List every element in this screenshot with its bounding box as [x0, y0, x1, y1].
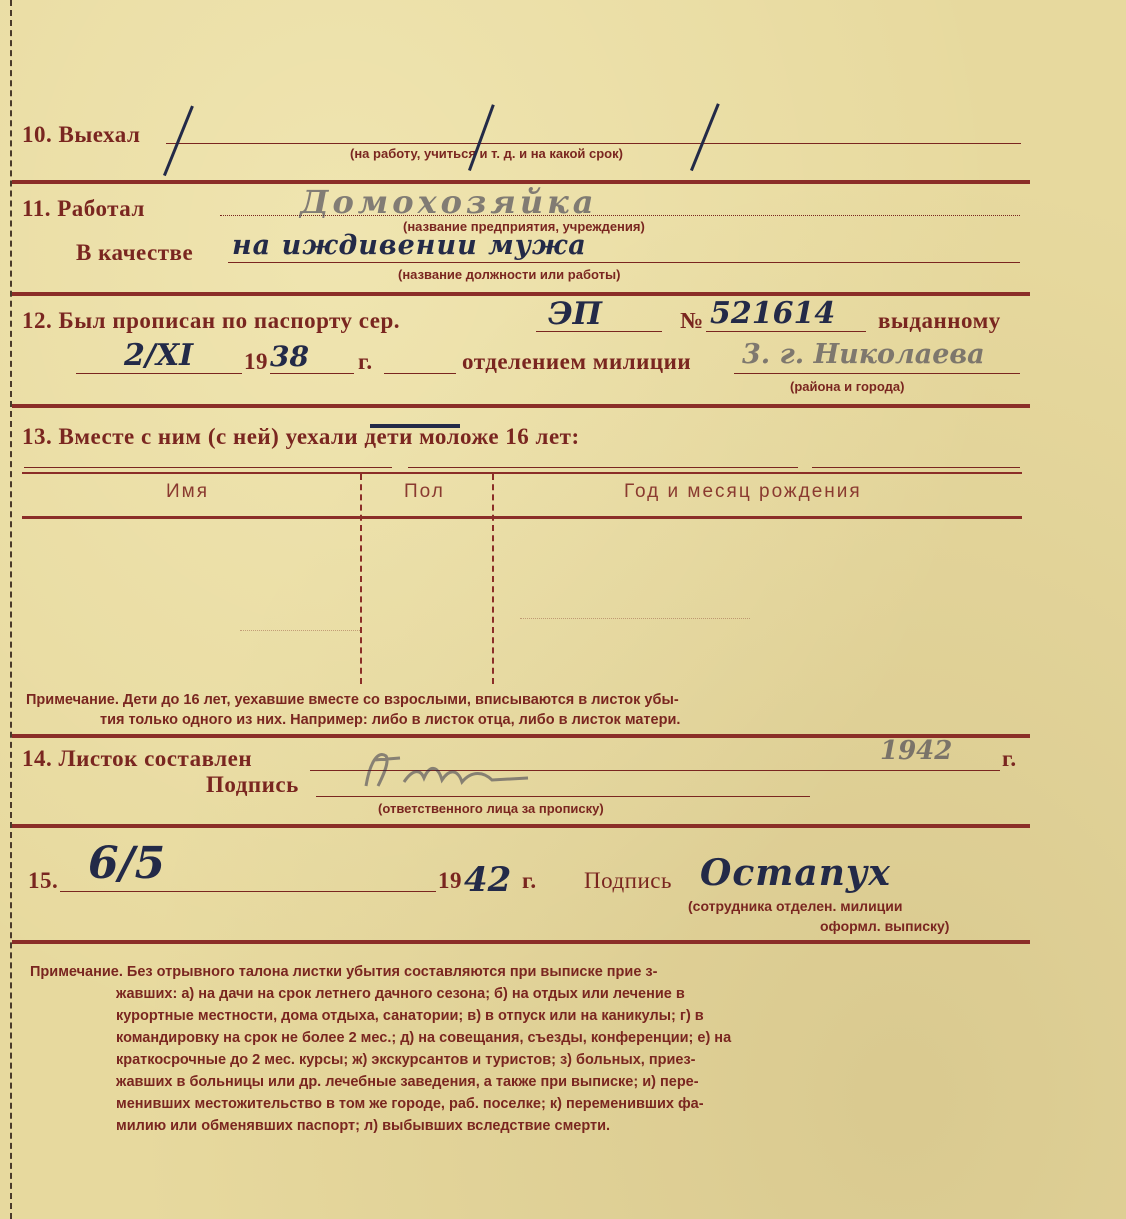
s14-caption: (ответственного лица за прописку): [378, 801, 604, 816]
s15-date-handwritten: 6/5: [88, 838, 166, 889]
footnote-line: Примечание. Без отрывного талона листки убытия составляются при выписке прие з-: [30, 964, 658, 980]
s15-year-suffix: г.: [522, 868, 537, 893]
table-col-divider: [492, 474, 494, 684]
s15-caption2: оформл. выписку): [820, 918, 950, 934]
s12-police-label: отделением милиции: [462, 349, 692, 374]
s15-num: 15.: [28, 868, 59, 893]
s11-caption2: (название должности или работы): [398, 267, 621, 282]
s11-label: 11. Работал: [22, 196, 145, 221]
s14-year-handwritten: 1942: [880, 736, 953, 766]
s12-date-handwritten: 2/XI: [124, 338, 194, 373]
strike-mark: [468, 104, 495, 171]
divider: [12, 404, 1030, 408]
s12-gap-line: [384, 373, 456, 374]
s12-caption: (района и города): [790, 379, 905, 394]
divider: [12, 940, 1030, 944]
s11-role-label: В качестве: [76, 240, 194, 265]
s13-note-line2: тия только одного из них. Например: либо в листок отца, либо в листок матери.: [100, 712, 681, 728]
s14-signature: [360, 742, 540, 802]
s12-series-handwritten: ЭП: [548, 296, 602, 332]
s12-year-line: [270, 373, 354, 374]
s12-issued-label: выданному: [878, 308, 1001, 333]
s15-signature-handwritten: Остапух: [700, 852, 891, 894]
table-ghost-line: [240, 630, 360, 631]
s13-line-b: [408, 467, 798, 468]
footnote-line: краткосрочные до 2 мес. курсы; ж) экскурсантов и туристов; з) больных, приез-: [116, 1052, 696, 1068]
s12-place-handwritten: 3. г. Николаева: [742, 339, 985, 370]
divider: [12, 824, 1030, 828]
s15-caption1: (сотрудника отделен. милиции: [688, 898, 903, 914]
s13-label: 13. Вместе с ним (с ней) уехали дети моложе 16 лет:: [22, 424, 580, 449]
s12-number-line: [706, 331, 866, 332]
s10-line: [166, 143, 1021, 144]
s12-year-handwritten: 38: [270, 340, 309, 373]
s12-year-prefix: 19: [244, 349, 268, 374]
strike-mark: [690, 103, 720, 171]
s14-sign-label: Подпись: [206, 772, 299, 797]
s13-line-c: [812, 467, 1020, 468]
strike-mark: [370, 424, 460, 434]
s15-year-handwritten: 42: [464, 860, 512, 900]
s12-number-handwritten: 521614: [710, 296, 836, 331]
s14-year-suffix: г.: [1002, 746, 1017, 771]
s11-role-handwritten: на иждивении мужа: [232, 230, 587, 261]
footnote-line: командировку на срок не более 2 мес.; д) на совещания, съезды, конференции; е) на: [116, 1030, 732, 1046]
s12-year-suffix: г.: [358, 349, 373, 374]
col-name-header: Имя: [166, 481, 210, 502]
s15-sign-label: Подпись: [584, 868, 672, 893]
table-ghost-line: [520, 618, 750, 619]
s14-label: 14. Листок составлен: [22, 746, 253, 771]
footnote-line: курортные местности, дома отдыха, санатории; в) в отпуск или на каникулы; г) в: [116, 1008, 704, 1024]
s11-caption1: (название предприятия, учреждения): [403, 219, 645, 234]
col-birth-header: Год и месяц рождения: [624, 481, 862, 502]
s13-line-a: [24, 467, 392, 468]
divider: [12, 734, 1030, 738]
s10-caption: (на работу, учиться и т. д. и на какой срок): [350, 146, 623, 161]
s11-org-handwritten: Домохозяйка: [300, 183, 598, 221]
s15-date-line: [60, 891, 436, 892]
s10-label: 10. Выехал: [22, 122, 141, 147]
col-sex-header: Пол: [404, 481, 445, 502]
s15-year-prefix: 19: [438, 868, 462, 893]
table-col-divider: [360, 474, 362, 684]
footnote-line: жавших: а) на дачи на срок летнего дачного сезона; б) на отдых или лечение в: [116, 986, 685, 1002]
divider: [12, 292, 1030, 296]
footnote-line: милию или обменявших паспорт; л) выбывших вследствие смерти.: [116, 1118, 611, 1134]
footnote-line: менивших местожительство в том же городе, раб. поселке; к) переменивших фа-: [116, 1096, 704, 1112]
strike-mark: [163, 105, 194, 176]
table-header-rule: [22, 516, 1022, 519]
s12-date-line: [76, 373, 242, 374]
s12-label: 12. Был прописан по паспорту сер.: [22, 308, 401, 333]
s12-place-line: [734, 373, 1020, 374]
s13-note-line1: Примечание. Дети до 16 лет, уехавшие вместе со взрослыми, вписываются в листок убы-: [26, 692, 679, 708]
s12-no-label: №: [680, 308, 704, 333]
perforated-edge: [0, 0, 12, 1219]
footnote-line: жавших в больницы или др. лечебные заведения, а также при выписке; и) пере-: [116, 1074, 699, 1090]
s11-line2: [228, 262, 1020, 263]
table-top-rule: [22, 472, 1022, 474]
